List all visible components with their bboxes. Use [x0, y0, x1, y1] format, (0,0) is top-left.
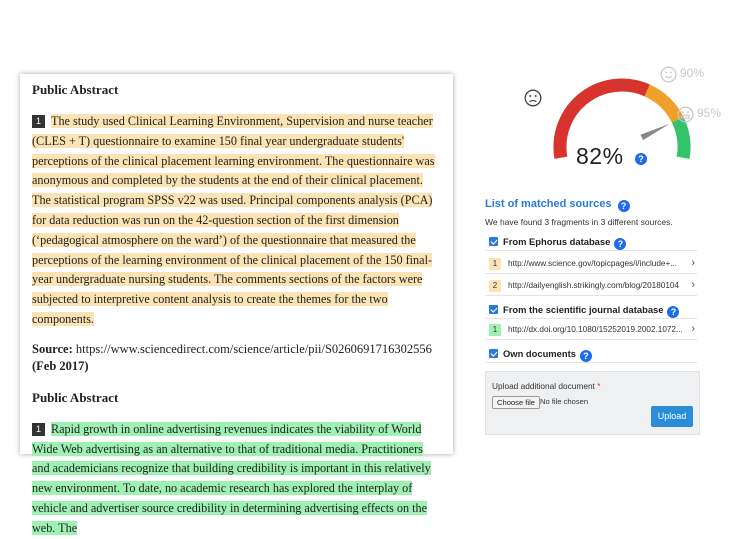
source-badge: 1 [489, 324, 501, 336]
chevron-right-icon[interactable]: › [691, 257, 695, 269]
source-date: (Feb 2017) [32, 358, 89, 373]
divider [485, 273, 697, 274]
chevron-right-icon[interactable]: › [691, 323, 695, 335]
document-panel [20, 74, 453, 535]
source-item[interactable] [489, 278, 697, 294]
group-label: From Ephorus database [503, 236, 611, 247]
gauge-needle [641, 124, 670, 140]
upload-button[interactable]: Upload [651, 406, 693, 427]
sources-help-icon[interactable]: ? [618, 200, 630, 212]
file-status: No file chosen [540, 397, 589, 406]
group-journal[interactable] [489, 304, 679, 318]
divider [485, 250, 697, 251]
source-badge: 1 [489, 258, 501, 270]
group-label: From the scientific journal database [503, 304, 664, 315]
upload-label-text: Upload additional document [492, 381, 595, 391]
matched-fragment[interactable] [32, 420, 441, 539]
source-item[interactable] [489, 322, 697, 338]
choose-file-button[interactable]: Choose file [492, 396, 540, 409]
gauge-arc-orange [647, 90, 678, 119]
threshold-90-label: 90% [680, 66, 705, 80]
source-citation [32, 341, 441, 375]
score-help-icon[interactable]: ? [635, 153, 647, 165]
section-heading: Public Abstract [32, 82, 119, 97]
matched-sources-title-text: List of matched sources [485, 198, 612, 210]
checkbox-ephorus[interactable] [489, 237, 498, 246]
divider [485, 318, 697, 319]
checkbox-journal[interactable] [489, 305, 498, 314]
gauge-arc-green [678, 120, 684, 158]
source-badge: 2 [489, 280, 501, 292]
own-documents-help-icon[interactable]: ? [580, 350, 592, 362]
divider [485, 362, 697, 363]
fragment-number: 1 [32, 115, 45, 128]
chevron-right-icon[interactable]: › [691, 279, 695, 291]
source-label: Source: [32, 341, 73, 356]
journal-help-icon[interactable]: ? [667, 306, 679, 318]
fragment-number: 1 [32, 423, 45, 436]
source-url: http://dx.doi.org/10.1080/15252019.2002.1072... [508, 325, 683, 334]
required-mark: * [597, 381, 601, 391]
matched-sources-description: We have found 3 fragments in 3 different sources. [485, 217, 673, 227]
ephorus-help-icon[interactable]: ? [614, 238, 626, 250]
fragment-text: Rapid growth in online advertising revenues indicates the viability of World Wide Web advertising as an alternative to that of traditional media. Practitioners and academicians recognize that building credibility is important in this relatively new environment. To date, no academic research has explored the interplay of vehicle and advertiser source credibility in determining advertising effects on the web. The [32, 421, 431, 535]
matched-sources-title [485, 198, 630, 212]
matched-fragment[interactable] [32, 112, 441, 330]
grin-face-icon [677, 106, 694, 123]
similarity-score: 82% [576, 143, 624, 169]
checkbox-own-documents[interactable] [489, 349, 498, 358]
fragment-text: The study used Clinical Learning Environment, Supervision and nurse teacher (CLES + T) questionnaire to examine 150 final year undergraduate students' perceptions of the clinical placement learning environment. The questionnaire was anonymous and completed by the students at the end of their clinical placement. The statistical program SPSS v22 was used. Principal components analysis (PCA) for data reduction was run on the 42-question section of the first dimension (‘pedagogical atmosphere on the ward’) of the questionnaire that measured the perceptions of the learning environment of the clinical placement of the 150 final-year undergraduate nursing students. The comments sections of the factors were subjected to interpretive content analysis to create the themes for the two components. [32, 114, 435, 326]
section-heading: Public Abstract [32, 389, 119, 405]
divider [485, 339, 697, 340]
sad-face-icon [524, 89, 542, 107]
smile-face-icon [660, 66, 677, 83]
threshold-95-label: 95% [697, 106, 722, 120]
divider [485, 295, 697, 296]
upload-panel [485, 371, 700, 435]
group-label: Own documents [503, 348, 576, 359]
source-url: http://dailyenglish.strikingly.com/blog/20180104 [508, 281, 679, 290]
source-item[interactable] [489, 256, 697, 272]
source-url[interactable]: https://www.sciencedirect.com/science/article/pii/S0260691716302556 [75, 341, 432, 356]
upload-label [492, 381, 600, 391]
group-own-documents[interactable] [489, 348, 592, 362]
source-url: http://www.science.gov/topicpages/i/include+... [508, 259, 678, 268]
group-ephorus[interactable] [489, 236, 626, 250]
